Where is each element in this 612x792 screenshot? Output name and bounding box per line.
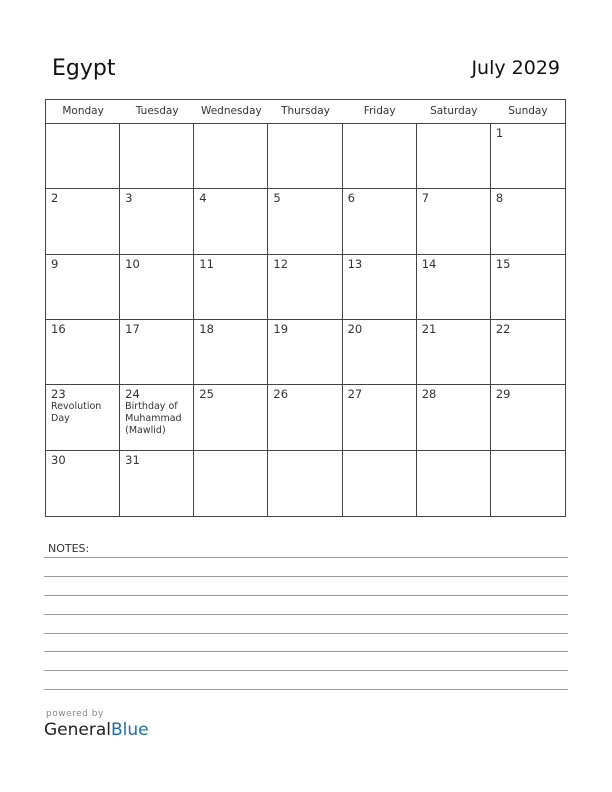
day-number: 21	[421, 322, 437, 336]
day-cell	[194, 189, 268, 254]
calendar-days	[46, 124, 565, 516]
day-cell	[268, 320, 342, 385]
day-cell	[491, 451, 565, 516]
weekday-label: Tuesday	[135, 105, 179, 117]
calendar-grid	[45, 99, 566, 517]
day-number: 30	[51, 452, 66, 467]
day-cell	[343, 189, 417, 254]
day-cell	[120, 124, 194, 189]
day-number: 25	[199, 387, 214, 402]
day-number: 12	[273, 256, 289, 271]
day-cell	[194, 124, 268, 189]
day-number: 8	[495, 191, 504, 206]
day-number: 31	[125, 452, 140, 467]
day-cell	[417, 255, 491, 320]
day-cell	[46, 124, 120, 189]
day-cell	[343, 255, 417, 320]
note-line	[44, 633, 568, 634]
generalblue-logo	[44, 720, 149, 740]
day-number: 1	[495, 126, 504, 140]
day-number: 4	[199, 191, 207, 206]
day-cell	[343, 451, 417, 516]
day-number: 24	[125, 387, 140, 402]
day-number: 13	[347, 256, 363, 271]
day-cell	[120, 255, 194, 320]
day-cell	[268, 189, 342, 254]
day-cell	[343, 124, 417, 189]
weekday-label: Sunday	[508, 105, 548, 117]
day-cell	[417, 189, 491, 254]
day-cell	[120, 451, 194, 516]
holiday-label: Revolution Day	[51, 401, 102, 425]
day-number: 18	[199, 322, 214, 336]
day-cell	[343, 320, 417, 385]
day-number: 9	[51, 256, 59, 271]
notes-label: NOTES:	[48, 542, 90, 555]
weekday-header-row	[46, 100, 565, 124]
weekday-label: Saturday	[430, 105, 478, 117]
day-number: 11	[199, 256, 214, 271]
day-cell	[46, 255, 120, 320]
day-cell	[491, 189, 565, 254]
day-cell	[417, 320, 491, 385]
weekday-label: Monday	[62, 105, 104, 117]
day-cell	[417, 124, 491, 189]
day-cell	[268, 124, 342, 189]
day-cell	[46, 451, 120, 516]
weekday-label: Wednesday	[200, 105, 262, 117]
day-cell	[120, 385, 194, 450]
brand-blue: Blue	[111, 720, 149, 740]
day-cell	[268, 451, 342, 516]
day-cell	[46, 320, 120, 385]
day-cell	[491, 385, 565, 450]
day-cell	[194, 320, 268, 385]
day-number: 19	[273, 322, 289, 336]
day-number: 17	[125, 322, 140, 336]
day-number: 2	[51, 191, 59, 206]
day-cell	[268, 255, 342, 320]
day-number: 27	[347, 387, 363, 402]
holiday-label: Birthday of Muhammad (Mawlid)	[125, 401, 182, 437]
day-number: 14	[421, 256, 437, 271]
weekday-label: Friday	[363, 105, 396, 117]
day-cell	[120, 189, 194, 254]
day-cell	[491, 320, 565, 385]
day-cell	[491, 124, 565, 189]
weekday-label: Thursday	[281, 105, 330, 117]
note-line	[44, 557, 568, 558]
day-number: 16	[51, 322, 66, 336]
day-cell	[491, 255, 565, 320]
day-number: 23	[51, 387, 66, 402]
day-number: 5	[273, 191, 281, 206]
day-number: 26	[273, 387, 289, 402]
day-cell	[194, 385, 268, 450]
note-line	[44, 651, 568, 652]
day-cell	[268, 385, 342, 450]
day-cell	[417, 385, 491, 450]
day-cell	[120, 320, 194, 385]
brand-general: General	[44, 720, 111, 740]
note-line	[44, 614, 568, 615]
day-cell	[46, 189, 120, 254]
note-line	[44, 670, 568, 671]
day-cell	[194, 255, 268, 320]
day-number: 7	[421, 191, 430, 206]
day-number: 28	[421, 387, 437, 402]
day-cell	[417, 451, 491, 516]
note-line	[44, 689, 568, 690]
day-number: 29	[495, 387, 511, 402]
note-line	[44, 595, 568, 596]
powered-by-text: powered by	[46, 709, 104, 719]
note-line	[44, 576, 568, 577]
day-number: 3	[125, 191, 133, 206]
day-cell	[46, 385, 120, 450]
month-year-title: July 2029	[471, 57, 560, 79]
day-number: 6	[347, 191, 355, 206]
country-title: Egypt	[52, 56, 116, 81]
day-cell	[194, 451, 268, 516]
day-number: 22	[495, 322, 511, 336]
day-number: 15	[495, 256, 511, 271]
day-number: 10	[125, 256, 140, 271]
day-cell	[343, 385, 417, 450]
day-number: 20	[347, 322, 363, 336]
